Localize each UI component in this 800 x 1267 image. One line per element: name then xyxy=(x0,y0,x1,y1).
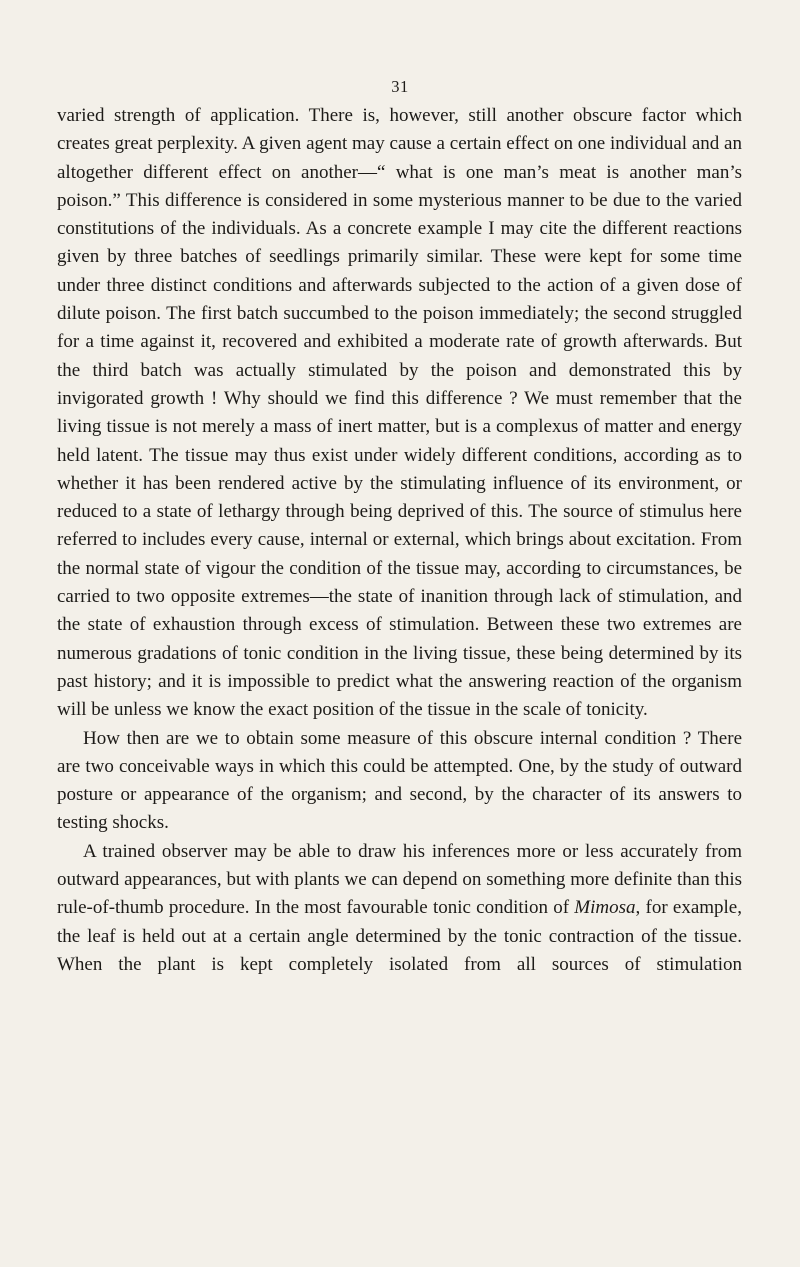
page-number: 31 xyxy=(391,77,409,96)
paragraph-1: varied strength of application. There is, however, still another obscure factor which creates great perplexity. A given agent may cause a certain effect on one individual and an altogether different effect on another—“ what is one man’s meat is another man’s poison.” This difference is considered in some mysterious manner to be due to the varied constitutions of the individuals. As a concrete example I may cite the different reactions given by three batches of seedlings primarily similar. These were kept for some time under three distinct conditions and afterwards subjected to the action of a given dose of dilute poison. The first batch succumbed to the poison immediately; the second struggled for a time against it, recovered and exhibited a moderate rate of growth afterwards. But the third batch was actually stimulated by the poison and demonstrated this by invigorated growth ! Why should we find this difference ? We must remember that the living tissue is not merely a mass of inert matter, but is a complexus of matter and energy held latent. The tissue may thus exist under widely different conditions, according as to whether it has been rendered active by the stimulating influence of its environment, or reduced to a state of lethargy through being deprived of this. The source of stimulus here referred to includes every cause, internal or external, which brings about excitation. From the normal state of vigour the condition of the tissue may, according to circumstances, be carried to two opposite extremes—the state of inanition through lack of stimulation, and the state of exhaustion through excess of stimulation. Between these two extremes are numerous gradations of tonic condition in the living tissue, these being determined by its past history; and it is impossible to predict what the answering reaction of the organism will be unless we know the exact position of the tissue in the scale of tonicity. xyxy=(57,105,742,721)
paragraph-3-text-before: A trained observer may be able to draw his inferences more or less accurately from outward appearances, but with plants we can depend on something more definite than this rule-of-thumb procedure. In the most favourable tonic condition of xyxy=(57,840,742,919)
body-text xyxy=(57,102,742,979)
species-name-italic: Mimosa xyxy=(574,897,636,919)
paragraph-3 xyxy=(57,838,742,979)
paragraph-2: How then are we to obtain some measure of this obscure internal condition ? There are two conceivable ways in which this could be attempted. One, by the study of outward posture or appearance of the organism; and second, by the character of its answers to testing shocks. xyxy=(57,727,742,834)
paragraph-3-text-after: , for example, the leaf is held out at a certain angle determined by the tonic contraction of the tissue. When the plant is kept completely isolated from all sources of stimulation xyxy=(57,897,742,975)
